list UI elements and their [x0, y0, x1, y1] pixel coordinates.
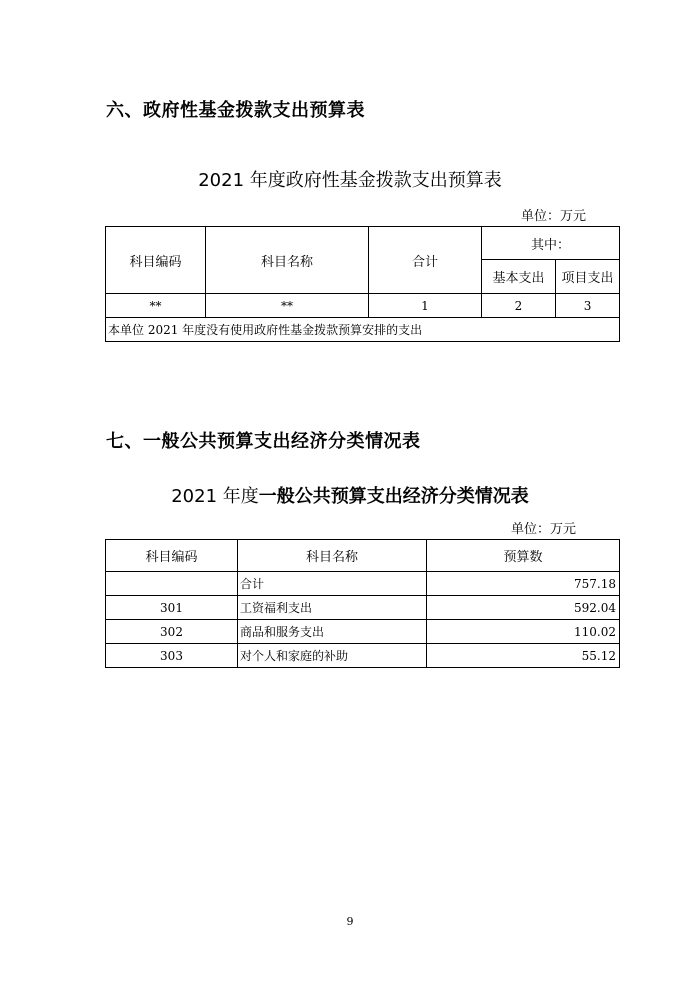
amount-cell: 55.12	[427, 644, 620, 668]
header-code: 科目编码	[106, 227, 206, 294]
header-name: 科目名称	[238, 540, 427, 572]
amount-cell: 592.04	[427, 596, 620, 620]
amount-cell: 110.02	[427, 620, 620, 644]
title-bold: 一般公共预算支出经济分类情况表	[258, 486, 529, 507]
table-title-6: 2021 年度政府性基金拨款支出预算表	[198, 170, 502, 191]
index-cell: 1	[369, 294, 482, 318]
table-row	[106, 572, 620, 596]
index-cell: 3	[556, 294, 620, 318]
name-cell: 对个人和家庭的补助	[238, 644, 427, 668]
government-fund-table	[105, 226, 620, 342]
code-cell: 301	[106, 596, 238, 620]
section-heading-6: 六、政府性基金拨款支出预算表	[106, 100, 365, 121]
index-cell: 2	[482, 294, 556, 318]
code-cell	[106, 572, 238, 596]
amount-cell: 757.18	[427, 572, 620, 596]
section-heading-7: 七、一般公共预算支出经济分类情况表	[106, 431, 421, 452]
index-cell: **	[106, 294, 206, 318]
unit-label-6: 单位：万元	[521, 209, 587, 224]
header-name: 科目名称	[206, 227, 369, 294]
code-cell: 303	[106, 644, 238, 668]
table-row	[106, 294, 620, 318]
table-row	[106, 620, 620, 644]
table-row	[106, 318, 620, 342]
table-row	[106, 596, 620, 620]
page-number: 9	[346, 915, 354, 928]
name-cell: 合计	[238, 572, 427, 596]
title-prefix: 2021 年度	[171, 486, 259, 507]
name-cell: 商品和服务支出	[238, 620, 427, 644]
table-row	[106, 644, 620, 668]
economic-classification-table	[105, 539, 620, 668]
header-of-which: 其中：	[482, 227, 620, 260]
index-cell: **	[206, 294, 369, 318]
header-project: 项目支出	[556, 260, 620, 294]
header-total: 合计	[369, 227, 482, 294]
header-basic: 基本支出	[482, 260, 556, 294]
code-cell: 302	[106, 620, 238, 644]
note-cell: 本单位 2021 年度没有使用政府性基金拨款预算安排的支出	[106, 318, 620, 342]
table-title-7	[0, 482, 700, 508]
unit-label-7: 单位：万元	[511, 522, 577, 537]
header-amount: 预算数	[427, 540, 620, 572]
header-code: 科目编码	[106, 540, 238, 572]
name-cell: 工资福利支出	[238, 596, 427, 620]
